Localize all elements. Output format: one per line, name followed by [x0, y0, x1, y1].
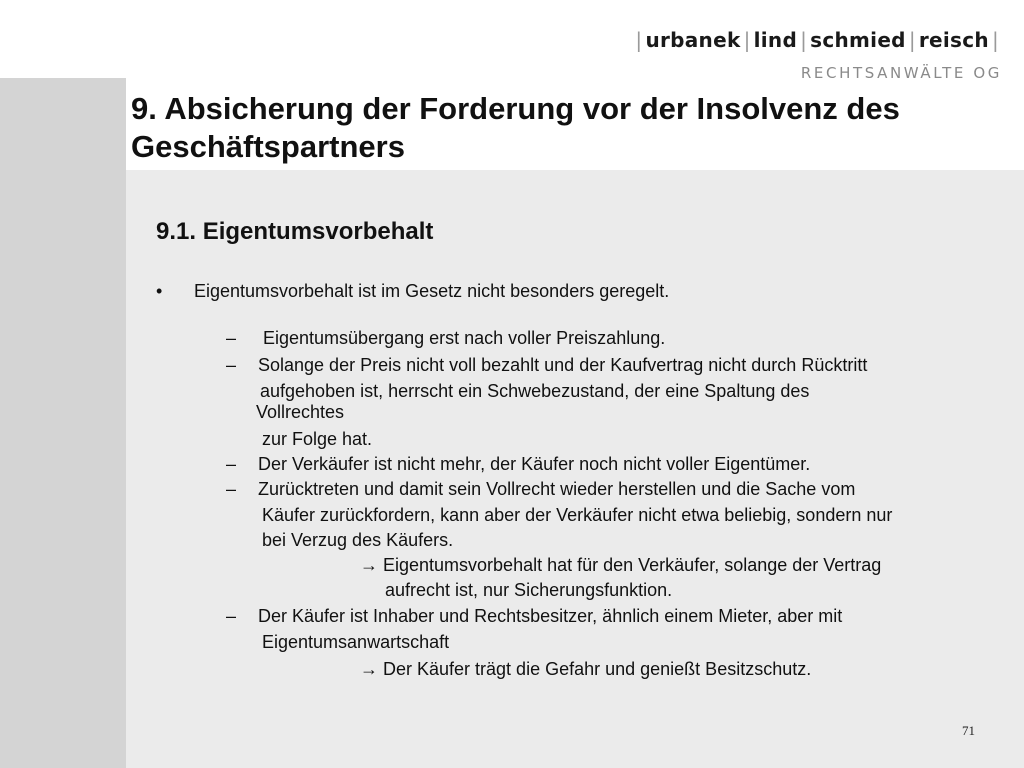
logo-firm-reisch: reisch	[918, 28, 989, 52]
dash-marker: –	[226, 479, 237, 499]
dash-item-continuation: Käufer zurückfordern, kann aber der Verkäufer nicht etwa beliebig, sondern nur	[262, 505, 893, 525]
bullet-text: Eigentumsvorbehalt ist im Gesetz nicht besonders geregelt.	[194, 281, 670, 301]
dash-item-text: Eigentumsübergang erst nach voller Preiszahlung.	[263, 328, 666, 348]
firm-logo	[632, 28, 1002, 82]
dash-item-text: Solange der Preis nicht voll bezahlt und der Kaufvertrag nicht durch Rücktritt	[258, 355, 868, 375]
arrow-conclusion-continuation: aufrecht ist, nur Sicherungsfunktion.	[385, 580, 673, 600]
logo-firm-lind: lind	[753, 28, 798, 52]
dash-item-text: Zurücktreten und damit sein Vollrecht wieder herstellen und die Sache vom	[258, 479, 856, 499]
slide-title: 9. Absicherung der Forderung vor der Insolvenz des Geschäftspartners	[131, 91, 900, 164]
section-heading: 9.1. Eigentumsvorbehalt	[156, 218, 434, 245]
dash-item-continuation: Vollrechtes	[256, 402, 345, 422]
dash-item-continuation: aufgehoben ist, herrscht ein Schwebezustand, der eine Spaltung des	[260, 381, 810, 401]
bullet-marker: •	[156, 281, 163, 301]
logo-firm-urbanek: urbanek	[645, 28, 741, 52]
page-number: 71	[962, 723, 975, 738]
logo-firm-names: | urbanek | lind | schmied | reisch |	[635, 28, 999, 52]
arrow-conclusion-text: → Der Käufer trägt die Gefahr und genießt Besitzschutz.	[360, 659, 812, 679]
dash-item-continuation: bei Verzug des Käufers.	[262, 530, 454, 550]
arrow-conclusion-text: → Eigentumsvorbehalt hat für den Verkäufer, solange der Vertrag	[360, 555, 882, 575]
logo-firm-schmied: schmied	[810, 28, 906, 52]
logo-subtitle: RECHTSANWÄLTE OG	[800, 64, 1002, 82]
dash-marker: –	[226, 355, 237, 375]
dash-item-continuation: Eigentumsanwartschaft	[262, 632, 450, 652]
dash-item-text: Der Verkäufer ist nicht mehr, der Käufer noch nicht voller Eigentümer.	[258, 454, 811, 474]
left-side-bar	[0, 78, 126, 768]
dash-marker: –	[226, 454, 237, 474]
dash-item-text: Der Käufer ist Inhaber und Rechtsbesitzer, ähnlich einem Mieter, aber mit	[258, 606, 843, 626]
dash-item-continuation: zur Folge hat.	[262, 429, 373, 449]
dash-marker: –	[226, 606, 237, 626]
dash-marker: –	[226, 328, 237, 348]
